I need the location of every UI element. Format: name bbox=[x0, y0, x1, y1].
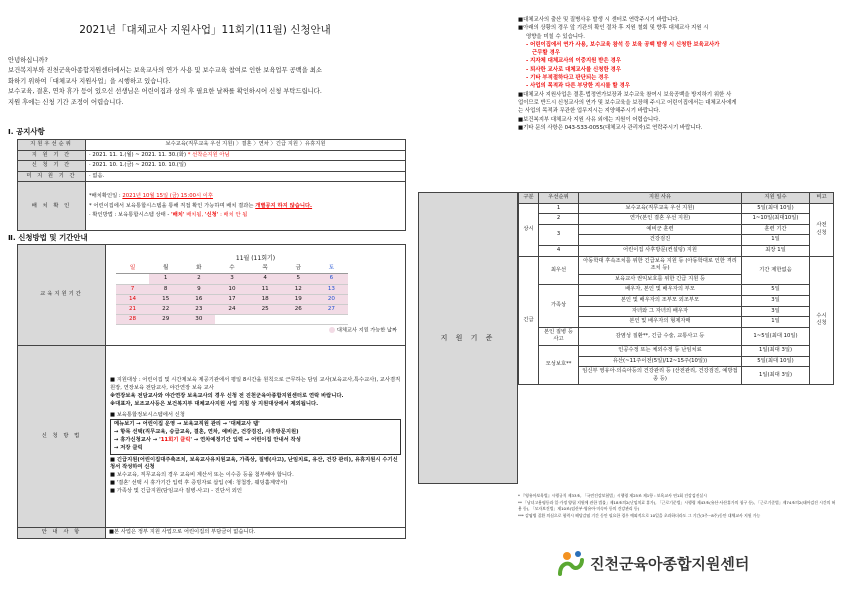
reason: 자녀와 그 자녀의 배우자 bbox=[579, 306, 742, 317]
weekday-header: 금 bbox=[282, 264, 315, 274]
calendar-day: 22 bbox=[149, 304, 182, 314]
calendar-day: 26 bbox=[282, 304, 315, 314]
priority: 1 bbox=[539, 203, 579, 214]
days: 1일(최대 3일) bbox=[742, 345, 810, 356]
calendar-day: 30 bbox=[182, 315, 215, 325]
apply-label: 신 청 방 법 bbox=[18, 346, 106, 528]
apply-content bbox=[106, 346, 406, 528]
calendar-day: 19 bbox=[282, 294, 315, 304]
placement-value: *배치확인일 : 2021년 10월 15일 (금) 15:00시 이후 * 어린이집에서 보육통합시스템을 통해 직접 확인 가능하며 배치 결과는 개별공지 하지 않습니다. · 확인방법 : 보육통합시스템 상태 - '배치' 배치됨, '신청' : 배치 안 됨 bbox=[86, 182, 406, 231]
support-period-value: · 2021. 11. 1.(월) ~ 2021. 11. 30.(화) * 선착순지원 아님 bbox=[86, 150, 406, 161]
guide-label: 안 내 사 항 bbox=[18, 528, 106, 539]
calendar-day: 17 bbox=[215, 294, 248, 304]
reason: 본인 및 배우자의 형제자매 bbox=[579, 317, 742, 328]
days: 1일(최대 3일) bbox=[742, 367, 810, 385]
section-1-heading: Ⅰ. 공지사항 bbox=[8, 127, 45, 136]
category: 본인 질병 등 사고 bbox=[539, 327, 579, 345]
calendar-day: 25 bbox=[249, 304, 282, 314]
calendar-day: 9 bbox=[182, 284, 215, 294]
intro-line: 보건복지부와 진천군육아종합지원센터에서는 보육교사의 연가 사용 및 보수교육 참여로 인한 보육업무 공백을 최소 bbox=[8, 67, 322, 75]
logo-text: 진천군육아종합지원센터 bbox=[590, 555, 750, 573]
apply-target: ■ 지원대상 : 어린이집 및 시간제보육 제공기관에서 평일 8시간을 원칙으로 근무하는 담임 교사(보육교사,특수교사), 교사겸직원장, 연장보육 전담교사, 야간연장 보육 교사 bbox=[110, 377, 401, 392]
reason: 임신부 영유아·의숙아등의 건강관리 등 (산전관리, 건강검진, 예방접종 등) bbox=[579, 367, 742, 385]
calendar-day: 16 bbox=[182, 294, 215, 304]
reason: 배우자, 본인 및 배우자의 부모 bbox=[579, 285, 742, 296]
calendar-day bbox=[116, 274, 149, 284]
days: 1일 bbox=[742, 317, 810, 328]
days: 1~5일(최대 10일) bbox=[742, 327, 810, 345]
calendar-day: 10 bbox=[215, 284, 248, 294]
group-regular: 상시 bbox=[519, 203, 539, 256]
days: 1일 bbox=[742, 235, 810, 246]
logo-mark-icon bbox=[556, 548, 586, 578]
category: 가족상 bbox=[539, 285, 579, 327]
section-2-heading: Ⅱ. 신청방법 및 기간안내 bbox=[8, 233, 88, 242]
calendar-day: 7 bbox=[116, 284, 149, 294]
reason: 인공수정 또는 체외수정 등 난임치료 bbox=[579, 345, 742, 356]
unsupported-period-label: 미 지 원 기 간 bbox=[18, 171, 86, 182]
category: 모성보호** bbox=[539, 345, 579, 384]
col-header: 지원 일수 bbox=[742, 193, 810, 204]
col-header: 비고 bbox=[810, 193, 834, 204]
calendar-cell bbox=[106, 245, 406, 346]
apply-edu: ■ 보수교육, 직무교육의 경우 교육비 계산서 또는 이수증 등을 첨부해야 합니다. bbox=[110, 472, 294, 479]
unsupported-period-value: · 없음. bbox=[86, 171, 406, 182]
calendar-day: 6 bbox=[315, 274, 348, 284]
apply-note-2: ※대표자, 보조교사등은 보건복지부 대체교사지원 사업 지침 상 지원대상에서 제외됩니다. bbox=[110, 400, 319, 407]
note-anytime: 수시 신청 bbox=[810, 256, 834, 385]
days: 기간 제한없음 bbox=[742, 256, 810, 285]
legend-dot-icon bbox=[329, 327, 335, 333]
days: 5일 bbox=[742, 285, 810, 296]
calendar-day: 28 bbox=[116, 315, 149, 325]
calendar-legend: 대체교사 지원 가능한 날짜 bbox=[110, 327, 401, 335]
calendar-day: 5 bbox=[282, 274, 315, 284]
days: 훈련 기간 bbox=[742, 224, 810, 235]
apply-period-label: 신 청 기 간 bbox=[18, 161, 86, 172]
priority: 2 bbox=[539, 214, 579, 225]
priority: 4 bbox=[539, 245, 579, 256]
calendar-day: 14 bbox=[116, 294, 149, 304]
calendar-day: 15 bbox=[149, 294, 182, 304]
calendar-day: 13 bbox=[315, 284, 348, 294]
apply-steps-box: 메뉴보기 → 어린이집 운영 → 보육교직원 관리 → '대체교사 탭' → 항목 선택(직무교육, 승급교육, 결혼, 연차, 예비군, 건강검진, 사후방문지원) → 휴가신청교사 → '11회기 클릭' → 연차예정기간 입력 → 어린이집 안내서 작성 → 저장 클릭 bbox=[110, 419, 401, 454]
priority-label: 지원우선순위 bbox=[18, 140, 86, 151]
right-page bbox=[418, 0, 841, 595]
days: 1~10일(최대10일) bbox=[742, 214, 810, 225]
days: 3일 bbox=[742, 295, 810, 306]
reason: 보수교육(직무교육 우선 지원) bbox=[579, 203, 742, 214]
apply-period-value: · 2021. 10. 1.(금) ~ 2021. 10. 10.(일) bbox=[86, 161, 406, 172]
schedule-table bbox=[17, 244, 406, 539]
right-notice: ■대체교사의 출산 및 질병사유 발생 시 센터로 연락주시기 바랍니다. ■아래의 상황의 경우 앞 기관의 확인 절차 후 지원 철회 및 향후 대체교사 지원 시 영향을 미칠 수 있습니다. - 어린이집에서 연가 사용, 보수교육 참석 등 보육 공백 발생 시 신청한 보육교사가 근무할 경우 - 지자체 대체교사의 이중지원 받은 경우 - 퇴사한 교사로 대체교사를 신청한 경우 - 기타 부적절하다고 판단되는 경우 - 사업의 목적과 다른 부당한 지시를 할 경우 ■대체교사 지원사업은 결혼·법정연가보장과 보수교육 참여시 보육공백을 방지하기 위한 사 업이므로 반드시 신청교사의 연가 및 보수교육을 보장해 주시고 어린이집에서는 대체교사에게 는 사업의 목적과 무관한 업무지시는 지양해주시기 바랍니다. ■보건복지부 대체교사 지원 사유 외에는 지원이 어렵습니다. ■기타 문의 사항은 043-533-0055(대체교사 관리자)로 연락주시기 바랍니다. bbox=[518, 17, 737, 131]
days: 5일(최대 10일) bbox=[742, 356, 810, 367]
apply-system: ■ 보육통합정보시스템에서 신청 bbox=[110, 411, 185, 418]
calendar-day: 11 bbox=[249, 284, 282, 294]
calendar-day: 29 bbox=[149, 315, 182, 325]
calendar-day: 18 bbox=[249, 294, 282, 304]
col-header: 구분 bbox=[519, 193, 539, 204]
calendar-day: 2 bbox=[182, 274, 215, 284]
reason: 예비군 훈련 bbox=[579, 224, 742, 235]
reason: 본인 및 배우자의 조부모 외조부모 bbox=[579, 295, 742, 306]
calendar-day bbox=[282, 315, 315, 325]
intro-line: 안녕하십니까? bbox=[8, 57, 48, 64]
apply-urgent: ■ 긴급지원(어린이집대주축조치, 보육교사유치원교육, 가족상, 질병(사고), 난임치료, 유산, 건강 관리), 유휴지원시 수기신청서 작성하여 신청 bbox=[110, 456, 398, 471]
priority-value: 보수교육(직무교육 우선 지원) 〉결혼 〉연차 〉긴급 지원 〉유휴지원 bbox=[86, 140, 406, 151]
calendar-grid bbox=[116, 264, 348, 325]
days: 최장 1일 bbox=[742, 245, 810, 256]
intro-text bbox=[8, 56, 403, 108]
weekday-header: 일 bbox=[116, 264, 149, 274]
page-title: 2021년「대체교사 지원사업」11회기(11월) 신청안내 bbox=[79, 24, 331, 36]
calendar-day: 24 bbox=[215, 304, 248, 314]
calendar-day bbox=[249, 315, 282, 325]
apply-family: ■ 가족상 및 긴급지원(담임교사 질병·사고) - 진단서 외인 bbox=[110, 487, 242, 494]
placement-label: 배 치 확 인 bbox=[18, 182, 86, 231]
note-advance: 사전 신청 bbox=[810, 203, 834, 256]
calendar-day: 3 bbox=[215, 274, 248, 284]
weekday-header: 토 bbox=[315, 264, 348, 274]
calendar-day: 23 bbox=[182, 304, 215, 314]
support-period-label: 지 원 기 간 bbox=[18, 150, 86, 161]
calendar-label: 교육지원기간 bbox=[18, 245, 106, 346]
notice-table bbox=[17, 139, 406, 231]
apply-marriage: ■ '결혼' 선택 시 휴가기간 입력 후 증빙자료 삽입 (예: 청첩장, 웨딩홀계약서) bbox=[110, 479, 288, 486]
calendar-day: 21 bbox=[116, 304, 149, 314]
weekday-header: 월 bbox=[149, 264, 182, 274]
category: 최우선 bbox=[539, 256, 579, 285]
left-page bbox=[0, 0, 410, 595]
group-urgent: 긴급 bbox=[519, 256, 539, 385]
calendar-caption: 11월 (11회기) bbox=[235, 254, 276, 262]
criteria-label: 지 원 기 준 bbox=[418, 192, 518, 484]
calendar-day bbox=[215, 315, 248, 325]
calendar-day: 12 bbox=[282, 284, 315, 294]
center-logo bbox=[556, 548, 756, 578]
calendar-day: 27 bbox=[315, 304, 348, 314]
weekday-header: 목 bbox=[249, 264, 282, 274]
reason: 유산(~11주이전(5일)/12~15주(10일)) bbox=[579, 356, 742, 367]
calendar-day: 8 bbox=[149, 284, 182, 294]
intro-line: 화하기 위하여「대체교사 지원사업」을 시행하고 있습니다. bbox=[8, 77, 171, 85]
reason: 아동학대 후속조치를 위한 긴급보육 지원 등 (아동학대로 인한 격리조치 등) bbox=[579, 256, 742, 274]
calendar-day: 4 bbox=[249, 274, 282, 284]
calendar-day bbox=[315, 315, 348, 325]
calendar-day: 20 bbox=[315, 294, 348, 304]
reason: 감염성 질환**, 긴급 수술, 교통사고 등 bbox=[579, 327, 742, 345]
col-header: 우선순위 bbox=[539, 193, 579, 204]
days: 5일(최대 10일) bbox=[742, 203, 810, 214]
reason: 보육교사 권익보호를 위한 긴급 지원 등 bbox=[579, 274, 742, 285]
days: 3일 bbox=[742, 306, 810, 317]
intro-line: 지원 후에는 신청 기간 조정이 어렵습니다. bbox=[8, 98, 124, 106]
calendar-day: 1 bbox=[149, 274, 182, 284]
weekday-header: 수 bbox=[215, 264, 248, 274]
weekday-header: 화 bbox=[182, 264, 215, 274]
criteria-table bbox=[518, 192, 834, 385]
reason: 건강검진 bbox=[579, 235, 742, 246]
intro-line: 보수교육, 결혼, 연차 휴가 등이 있으신 선생님은 어린이집과 상의 후 필요한 날짜를 확인하시어 신청 부탁드립니다. bbox=[8, 88, 322, 96]
apply-note-1: ※연장보육 전담교사와 야간연장 보육교사의 경우 신청 전 진천군육아종합지원센터로 연락 바랍니다. bbox=[110, 393, 344, 400]
reason: 어린이집 사후방문(컨설팅) 지원 bbox=[579, 245, 742, 256]
col-header: 지원 사유 bbox=[579, 193, 742, 204]
guide-value: ■본 사업은 정부 지원 사업으로 어린이집의 부담금이 없습니다. bbox=[106, 528, 406, 539]
priority: 3 bbox=[539, 224, 579, 245]
reason: 연가(본인 결혼 우선 지원) bbox=[579, 214, 742, 225]
footnotes: * 『영유아보육법』시행규칙 제33조, 「국민건강보험법」시행령 제25조 제1항 : 보육교사 연1회 건강검진실시 ** 「남녀고용평등과 일·가정 양립 지원에 관한 법률」제18조의2(난임치료 휴가), 「근로기준법」시행령 제43조(유산·사산휴가의 청구 등), 「근로기준법」제74조의2(태아검진 시간의 허용 등), 「모자보건법」제10조(임산부·영유아·미숙아 등의 건강관리 등) *** 감염병 질환 의심으로 협력시 해당감염 기간 동안 필요한 경우 예외적으로 10일을 초과하더라도 그 기간(3주~8주)동안 대체교사 지원 가능 bbox=[518, 493, 836, 519]
